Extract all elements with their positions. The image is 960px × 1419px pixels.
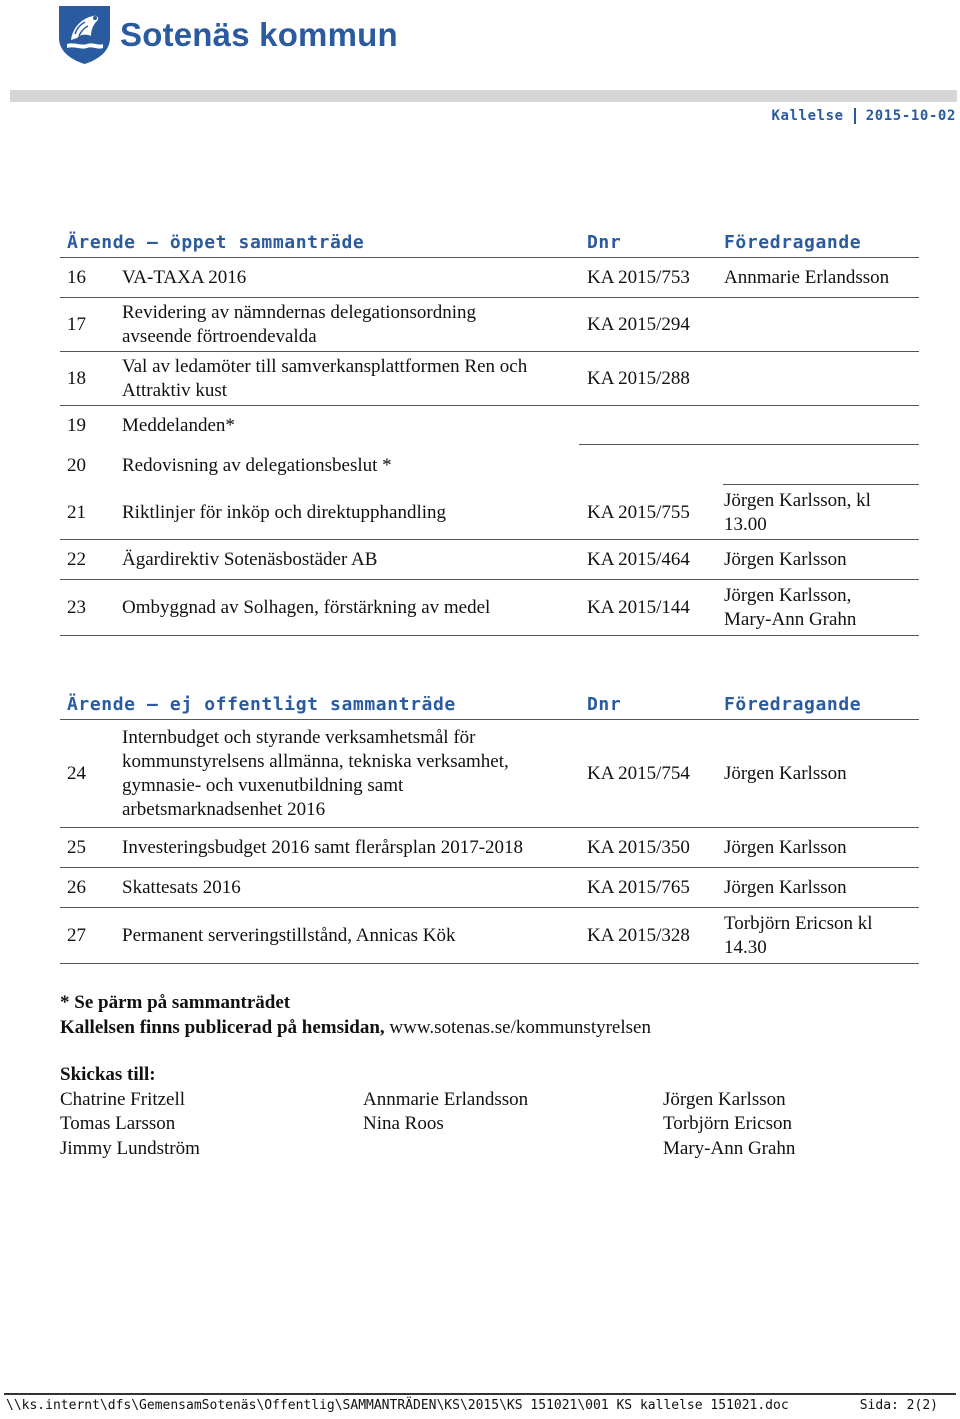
open-session-header [60, 224, 919, 258]
item-dnr: KA 2015/288 [587, 367, 690, 389]
col-header-presenter: Föredragande [724, 694, 862, 715]
recipients-col-3 [663, 1088, 795, 1162]
item-dnr [579, 406, 723, 445]
item-number: 25 [67, 836, 86, 858]
agenda-row [60, 486, 919, 540]
item-title: Revidering av nämndernas delegationsordning avseende förtroendevalda [122, 301, 477, 347]
doc-header-label [771, 108, 956, 124]
agenda-row [60, 580, 919, 636]
item-number: 18 [67, 367, 86, 389]
recipients-columns [60, 1088, 795, 1162]
footer-divider [4, 1393, 956, 1395]
closed-session-table [60, 686, 919, 964]
item-presenter: Torbjörn Ericson kl 14.30 [724, 912, 873, 958]
item-number: 21 [67, 501, 86, 523]
recipient-name: Nina Roos [363, 1113, 444, 1134]
agenda-row [60, 540, 919, 580]
item-presenter: Annmarie Erlandsson [724, 266, 890, 288]
item-title: Meddelanden* [122, 414, 235, 436]
recipient-name: Tomas Larsson [60, 1113, 176, 1134]
item-presenter: Jörgen Karlsson [724, 548, 847, 570]
recipients-heading: Skickas till: [60, 1064, 156, 1085]
header-separator [854, 108, 856, 124]
item-number: 20 [67, 454, 86, 476]
item-presenter [723, 406, 919, 445]
item-number: 16 [67, 266, 86, 288]
col-header-title: Ärende – ej offentligt sammanträde [67, 694, 456, 715]
item-dnr: KA 2015/753 [587, 266, 690, 288]
recipient-name: Jimmy Lundström [60, 1137, 200, 1159]
recipient-name: Torbjörn Ericson [663, 1113, 793, 1134]
item-title: VA-TAXA 2016 [122, 266, 247, 288]
doc-date: 2015-10-02 [865, 108, 956, 124]
agenda-row [60, 406, 919, 446]
agenda-row [60, 720, 919, 828]
col-header-dnr: Dnr [587, 232, 622, 253]
file-path: \\ks.internt\dfs\GemensamSotenäs\Offentlig\SAMMANTRÄDEN\KS\2015\KS 151021\001 KS kallelse 151021.doc [6, 1398, 789, 1413]
coat-of-arms-icon [57, 4, 112, 66]
item-dnr: KA 2015/350 [587, 836, 690, 858]
item-presenter: Jörgen Karlsson [724, 876, 847, 898]
item-number: 22 [67, 548, 86, 570]
item-presenter: Jörgen Karlsson [724, 836, 847, 858]
recipients-col-2 [363, 1088, 663, 1162]
item-title: Internbudget och styrande verksamhetsmål för kommunstyrelsens allmänna, tekniska verksamhet, gymnasie- och vuxenutbildning samt arbetsmarknadsenhet 2016 [122, 726, 509, 820]
notes-block [60, 990, 651, 1040]
item-dnr: KA 2015/144 [587, 596, 690, 618]
item-dnr: KA 2015/328 [587, 924, 690, 946]
item-number: 19 [67, 414, 86, 436]
item-title: Val av ledamöter till samverkansplattformen Ren och Attraktiv kust [122, 355, 528, 401]
agenda-row [60, 868, 919, 908]
item-number: 23 [67, 596, 86, 618]
item-title: Ägardirektiv Sotenäsbostäder AB [122, 548, 378, 570]
item-number: 26 [67, 876, 86, 898]
item-number: 17 [67, 313, 86, 335]
recipient-name: Chatrine Fritzell [60, 1088, 186, 1110]
item-dnr: KA 2015/294 [587, 313, 690, 335]
col-header-dnr: Dnr [587, 694, 622, 715]
item-presenter [723, 446, 919, 485]
item-title: Ombyggnad av Solhagen, förstärkning av medel [122, 596, 491, 618]
col-header-presenter: Föredragande [724, 232, 862, 253]
item-presenter: Jörgen Karlsson [724, 762, 847, 784]
page-number: Sida: 2(2) [859, 1398, 938, 1413]
item-presenter: Jörgen Karlsson, Mary-Ann Grahn [724, 584, 857, 630]
item-number: 27 [67, 924, 86, 946]
org-name: Sotenäs kommun [120, 16, 398, 53]
published-note [60, 1015, 651, 1040]
recipient-name: Annmarie Erlandsson [363, 1088, 529, 1110]
agenda-row [60, 258, 919, 298]
recipient-name: Jörgen Karlsson [663, 1088, 786, 1110]
item-title: Skattesats 2016 [122, 876, 241, 898]
recipients-col-1 [60, 1088, 363, 1162]
org-logo [57, 4, 398, 66]
item-dnr: KA 2015/464 [587, 548, 690, 570]
col-header-title: Ärende – öppet sammanträde [67, 232, 365, 253]
agenda-row [60, 352, 919, 406]
item-dnr: KA 2015/755 [587, 501, 690, 523]
header-divider [10, 90, 957, 102]
published-label: Kallelsen finns publicerad på hemsidan, [60, 1017, 385, 1038]
item-dnr: KA 2015/754 [587, 762, 690, 784]
item-number: 24 [67, 762, 86, 784]
item-title: Riktlinjer för inköp och direktupphandling [122, 501, 447, 523]
open-session-table [60, 224, 919, 636]
website-link[interactable]: www.sotenas.se/kommunstyrelsen [384, 1017, 651, 1038]
item-presenter: Jörgen Karlsson, kl 13.00 [724, 489, 871, 535]
agenda-row [60, 298, 919, 352]
item-title: Permanent serveringstillstånd, Annicas Kök [122, 924, 456, 946]
recipient-name: Mary-Ann Grahn [663, 1137, 796, 1159]
binder-note: * Se pärm på sammanträdet [60, 992, 291, 1013]
item-title: Redovisning av delegationsbeslut * [122, 454, 392, 476]
doc-type: Kallelse [771, 108, 844, 124]
item-title: Investeringsbudget 2016 samt flerårsplan 2017-2018 [122, 836, 524, 858]
agenda-row [60, 828, 919, 868]
closed-session-header [60, 686, 919, 720]
page-footer [6, 1398, 938, 1413]
agenda-row [60, 446, 919, 486]
recipients-block [60, 1063, 795, 1161]
agenda-row [60, 908, 919, 964]
item-dnr: KA 2015/765 [587, 876, 690, 898]
